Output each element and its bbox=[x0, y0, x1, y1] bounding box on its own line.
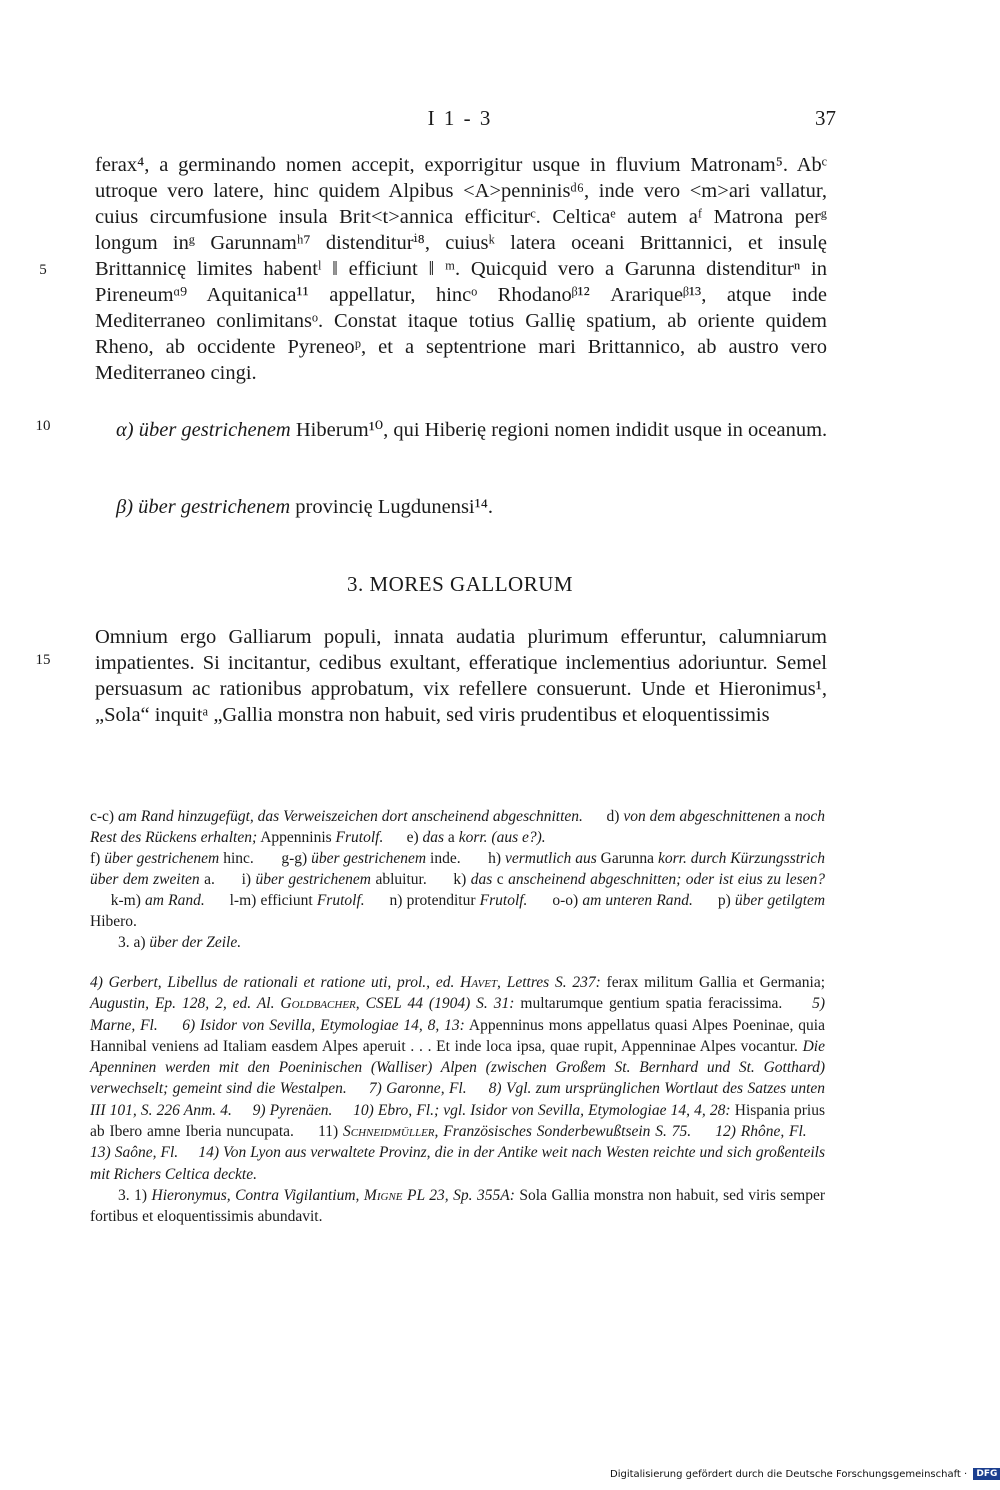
footnote-loc: PL 23, Sp. 355A: bbox=[407, 1186, 515, 1204]
body-paragraph-2-text: Omnium ergo Galliarum populi, innata audatia plurimum efferuntur, calumniarum impatientes. Si incitantur, cedibus exultant, efferatique inclementius adoriuntur. Semel persuasum ac rationibus approbatum, vix refellere consuerunt. Unde et Hieronimus¹, „Sola“ inquitᵃ „Gallia monstra non habuit, sed viris prudentibus et eloquentissimis bbox=[95, 626, 827, 726]
footnote-source: Französisches Sonderbewußtsein S. 75. bbox=[443, 1123, 692, 1141]
app-siglum: k-m) bbox=[110, 892, 141, 909]
commentary-footnotes bbox=[90, 972, 825, 1228]
footnotes-text bbox=[90, 972, 825, 1185]
app-word: a bbox=[784, 808, 791, 825]
note-alpha-text: Hiberum¹⁰, qui Hiberię regioni nomen indidit usque in oceanum. bbox=[295, 419, 828, 441]
app-word: a. bbox=[204, 871, 215, 888]
app-siglum: g-g) bbox=[281, 850, 308, 867]
section-heading: 3. MORES GALLORUM bbox=[346, 572, 574, 596]
body-paragraph-1-text: ferax⁴, a germinando nomen accepit, exporrigitur usque in fluvium Matronam⁵. Abᶜ utroque vero latere, hinc quidem Alpibus <A>penninisᵈ⁶, inde vero <m>ari vallatur, cuius circumfusione insula Brit<t>annica efficiturᶜ. Celticaᵉ autem aᶠ Matrona perᵍ longum inᵍ Garunnamʰ⁷ distenditurⁱ⁸, cuiusᵏ latera oceani Brittannici, et insulę Brittannicę limites habentˡ ‖ efficiunt ‖ ᵐ. Quicquid vero a Garunna distenditurⁿ in Pireneumᵅ⁹ Aquitanica¹¹ appellatur, hincᵒ Rhodanoᵝ¹² Arariqueᵝ¹³, atque inde Mediterraneo conlimitansᵒ. Constat itaque totius Gallię spatium, ab oriente quidem Rheno, ab occidente Pyreneoᵖ, et a septentrione mari Brittannico, ab austro vero Mediterraneo cingi. bbox=[95, 154, 827, 384]
app-note: anscheinend abgeschnitten; oder ist eius zu lesen? bbox=[508, 871, 825, 888]
app-siglum: i) bbox=[241, 871, 252, 888]
footnote-8: 8) Vgl. zum ursprünglichen Wortlaut des Satzes unten III 101, S. 226 Anm. 4. bbox=[90, 1080, 826, 1119]
app-word: c bbox=[496, 871, 504, 888]
app-note: über der Zeile. bbox=[149, 934, 242, 951]
app-siglum: c-c) bbox=[90, 808, 115, 825]
app-word: hinc. bbox=[223, 850, 254, 867]
digitization-credit bbox=[610, 1468, 1000, 1480]
footnote-5: 5) Marne, Fl. bbox=[90, 995, 825, 1034]
app-note: das bbox=[470, 871, 493, 888]
app-note: das bbox=[422, 829, 445, 846]
footnote-14: 14) Von Lyon aus verwaltete Provinz, die in der Antike weit nach Westen reichte und sich großenteils mit Richers Celtica deckte. bbox=[90, 1144, 825, 1183]
running-head: I 1 - 3 bbox=[427, 106, 493, 130]
app-note: über getilgtem bbox=[734, 892, 826, 909]
app-word: protenditur bbox=[406, 892, 476, 909]
note-alpha-label: über gestrichenem bbox=[138, 419, 291, 441]
footnote-author: Schneidmüller, bbox=[343, 1123, 439, 1141]
footnote-11: 11) bbox=[318, 1123, 339, 1141]
app-note: über gestrichenem bbox=[311, 850, 427, 867]
footnote-9: 9) Pyrenäen. bbox=[252, 1101, 333, 1119]
app-siglum: 3. a) bbox=[118, 934, 146, 951]
footnote-editor: Havet, bbox=[460, 974, 501, 991]
footnote-7: 7) Garonne, Fl. bbox=[368, 1080, 467, 1098]
footnote-quote: Appenninus mons appellatus quasi Alpes Poeninae, quia Hannibal veniens ad Italiam easdem Alpes aperuit . . . Et inde loca ipsa, quae rupit, Appenninae Alpes vocantur. bbox=[90, 1016, 825, 1055]
footnote-quote: multarumque gentium spatia feracissima. bbox=[520, 995, 783, 1013]
app-note: am unteren Rand. bbox=[582, 892, 693, 909]
line-number-10: 10 bbox=[35, 418, 51, 434]
app-note: noch Rest des Rückens erhalten; bbox=[90, 808, 826, 846]
app-word: Hibero. bbox=[90, 913, 137, 930]
footnote-loc: Lettres S. 237: bbox=[506, 974, 601, 991]
app-note: Frutolf. bbox=[479, 892, 528, 909]
footnote-quote: ferax militum Gallia et Germania; bbox=[606, 974, 826, 991]
app-siglum: e) bbox=[406, 829, 419, 846]
credit-text: Digitalisierung gefördert durch die Deutsche Forschungsgemeinschaft · bbox=[610, 1469, 968, 1480]
footnote-source: Hieronymus, Contra Vigilantium, bbox=[151, 1186, 360, 1204]
footnote-siglum: 3. 1) bbox=[118, 1186, 148, 1204]
footnote-section-3 bbox=[90, 1185, 825, 1228]
app-siglum: f) bbox=[90, 850, 101, 867]
app-word: Garunna bbox=[600, 850, 655, 867]
footnote-12: 12) Rhône, Fl. bbox=[715, 1123, 807, 1141]
line-number-15: 15 bbox=[35, 652, 51, 668]
footnote-6: 6) Isidor von Sevilla, Etymologiae 14, 8, 13: bbox=[182, 1016, 465, 1034]
app-siglum: k) bbox=[453, 871, 467, 888]
note-beta-siglum: β) bbox=[116, 496, 134, 518]
note-beta-label: über gestrichenem bbox=[138, 496, 291, 518]
body-paragraph-2 bbox=[95, 624, 827, 728]
page-number: 37 bbox=[815, 106, 836, 130]
app-word: Appenninis bbox=[260, 829, 332, 846]
app-siglum: l-m) bbox=[229, 892, 257, 909]
app-siglum: d) bbox=[606, 808, 620, 825]
app-note: vermutlich aus bbox=[504, 850, 597, 867]
dfg-logo: DFG bbox=[973, 1468, 1000, 1480]
critical-apparatus bbox=[90, 806, 825, 953]
note-beta bbox=[116, 494, 828, 520]
app-note: Frutolf. bbox=[316, 892, 365, 909]
app-word: abluitur. bbox=[375, 871, 427, 888]
app-note: über gestrichenem bbox=[104, 850, 220, 867]
app-word: a bbox=[447, 829, 455, 846]
body-paragraph-1 bbox=[95, 152, 827, 386]
footnote-editor: Migne bbox=[363, 1186, 403, 1204]
app-siglum: n) bbox=[389, 892, 403, 909]
app-note: am Rand hinzugefügt, das Verweiszeichen dort anscheinend abgeschnitten. bbox=[118, 808, 583, 825]
app-siglum: h) bbox=[488, 850, 502, 867]
footnote-comment: Die Apenninen werden mit den Poeninischen (Walliser) Alpen (zwischen Großem St. Bernhard und St. Gotthard) verwechselt; gemeint sind die Westalpen. bbox=[90, 1037, 825, 1098]
app-word: inde. bbox=[430, 850, 461, 867]
app-note: korr. (aus e?). bbox=[458, 829, 546, 846]
footnote-quote: Hispania prius ab Ibero amne Iberia nuncupata. bbox=[90, 1101, 825, 1141]
app-note: am Rand. bbox=[145, 892, 205, 909]
footnote-13: 13) Saône, Fl. bbox=[90, 1144, 179, 1162]
apparatus-section-3 bbox=[90, 932, 825, 953]
footnote-source: Augustin, Ep. 128, 2, ed. Al. bbox=[90, 995, 275, 1013]
apparatus-text bbox=[90, 806, 825, 932]
app-siglum: p) bbox=[717, 892, 731, 909]
app-siglum: o-o) bbox=[552, 892, 579, 909]
note-beta-text: provincię Lugdunensi¹⁴. bbox=[295, 496, 494, 518]
app-word: efficiunt bbox=[260, 892, 313, 909]
footnote-10: 10) Ebro, Fl.; vgl. Isidor von Sevilla, Etymologiae 14, 4, 28: bbox=[353, 1101, 731, 1119]
app-note: Frutolf. bbox=[335, 829, 384, 846]
footnote-editor: Goldbacher, bbox=[280, 995, 360, 1013]
note-alpha-siglum: α) bbox=[116, 419, 134, 441]
footnote-4: 4) Gerbert, Libellus de rationali et ratione uti, prol., ed. bbox=[90, 974, 455, 991]
note-alpha bbox=[116, 417, 828, 443]
app-note: über gestrichenem bbox=[255, 871, 372, 888]
footnote-quote: Sola Gallia monstra non habuit, sed viris semper fortibus et eloquentissimis abundavit. bbox=[90, 1186, 826, 1226]
app-note: von dem abgeschnittenen bbox=[623, 808, 781, 825]
app-note: korr. durch Kürzungsstrich über dem zweiten bbox=[90, 850, 826, 888]
line-number-5: 5 bbox=[39, 262, 47, 278]
footnote-loc: CSEL 44 (1904) S. 31: bbox=[365, 995, 515, 1013]
